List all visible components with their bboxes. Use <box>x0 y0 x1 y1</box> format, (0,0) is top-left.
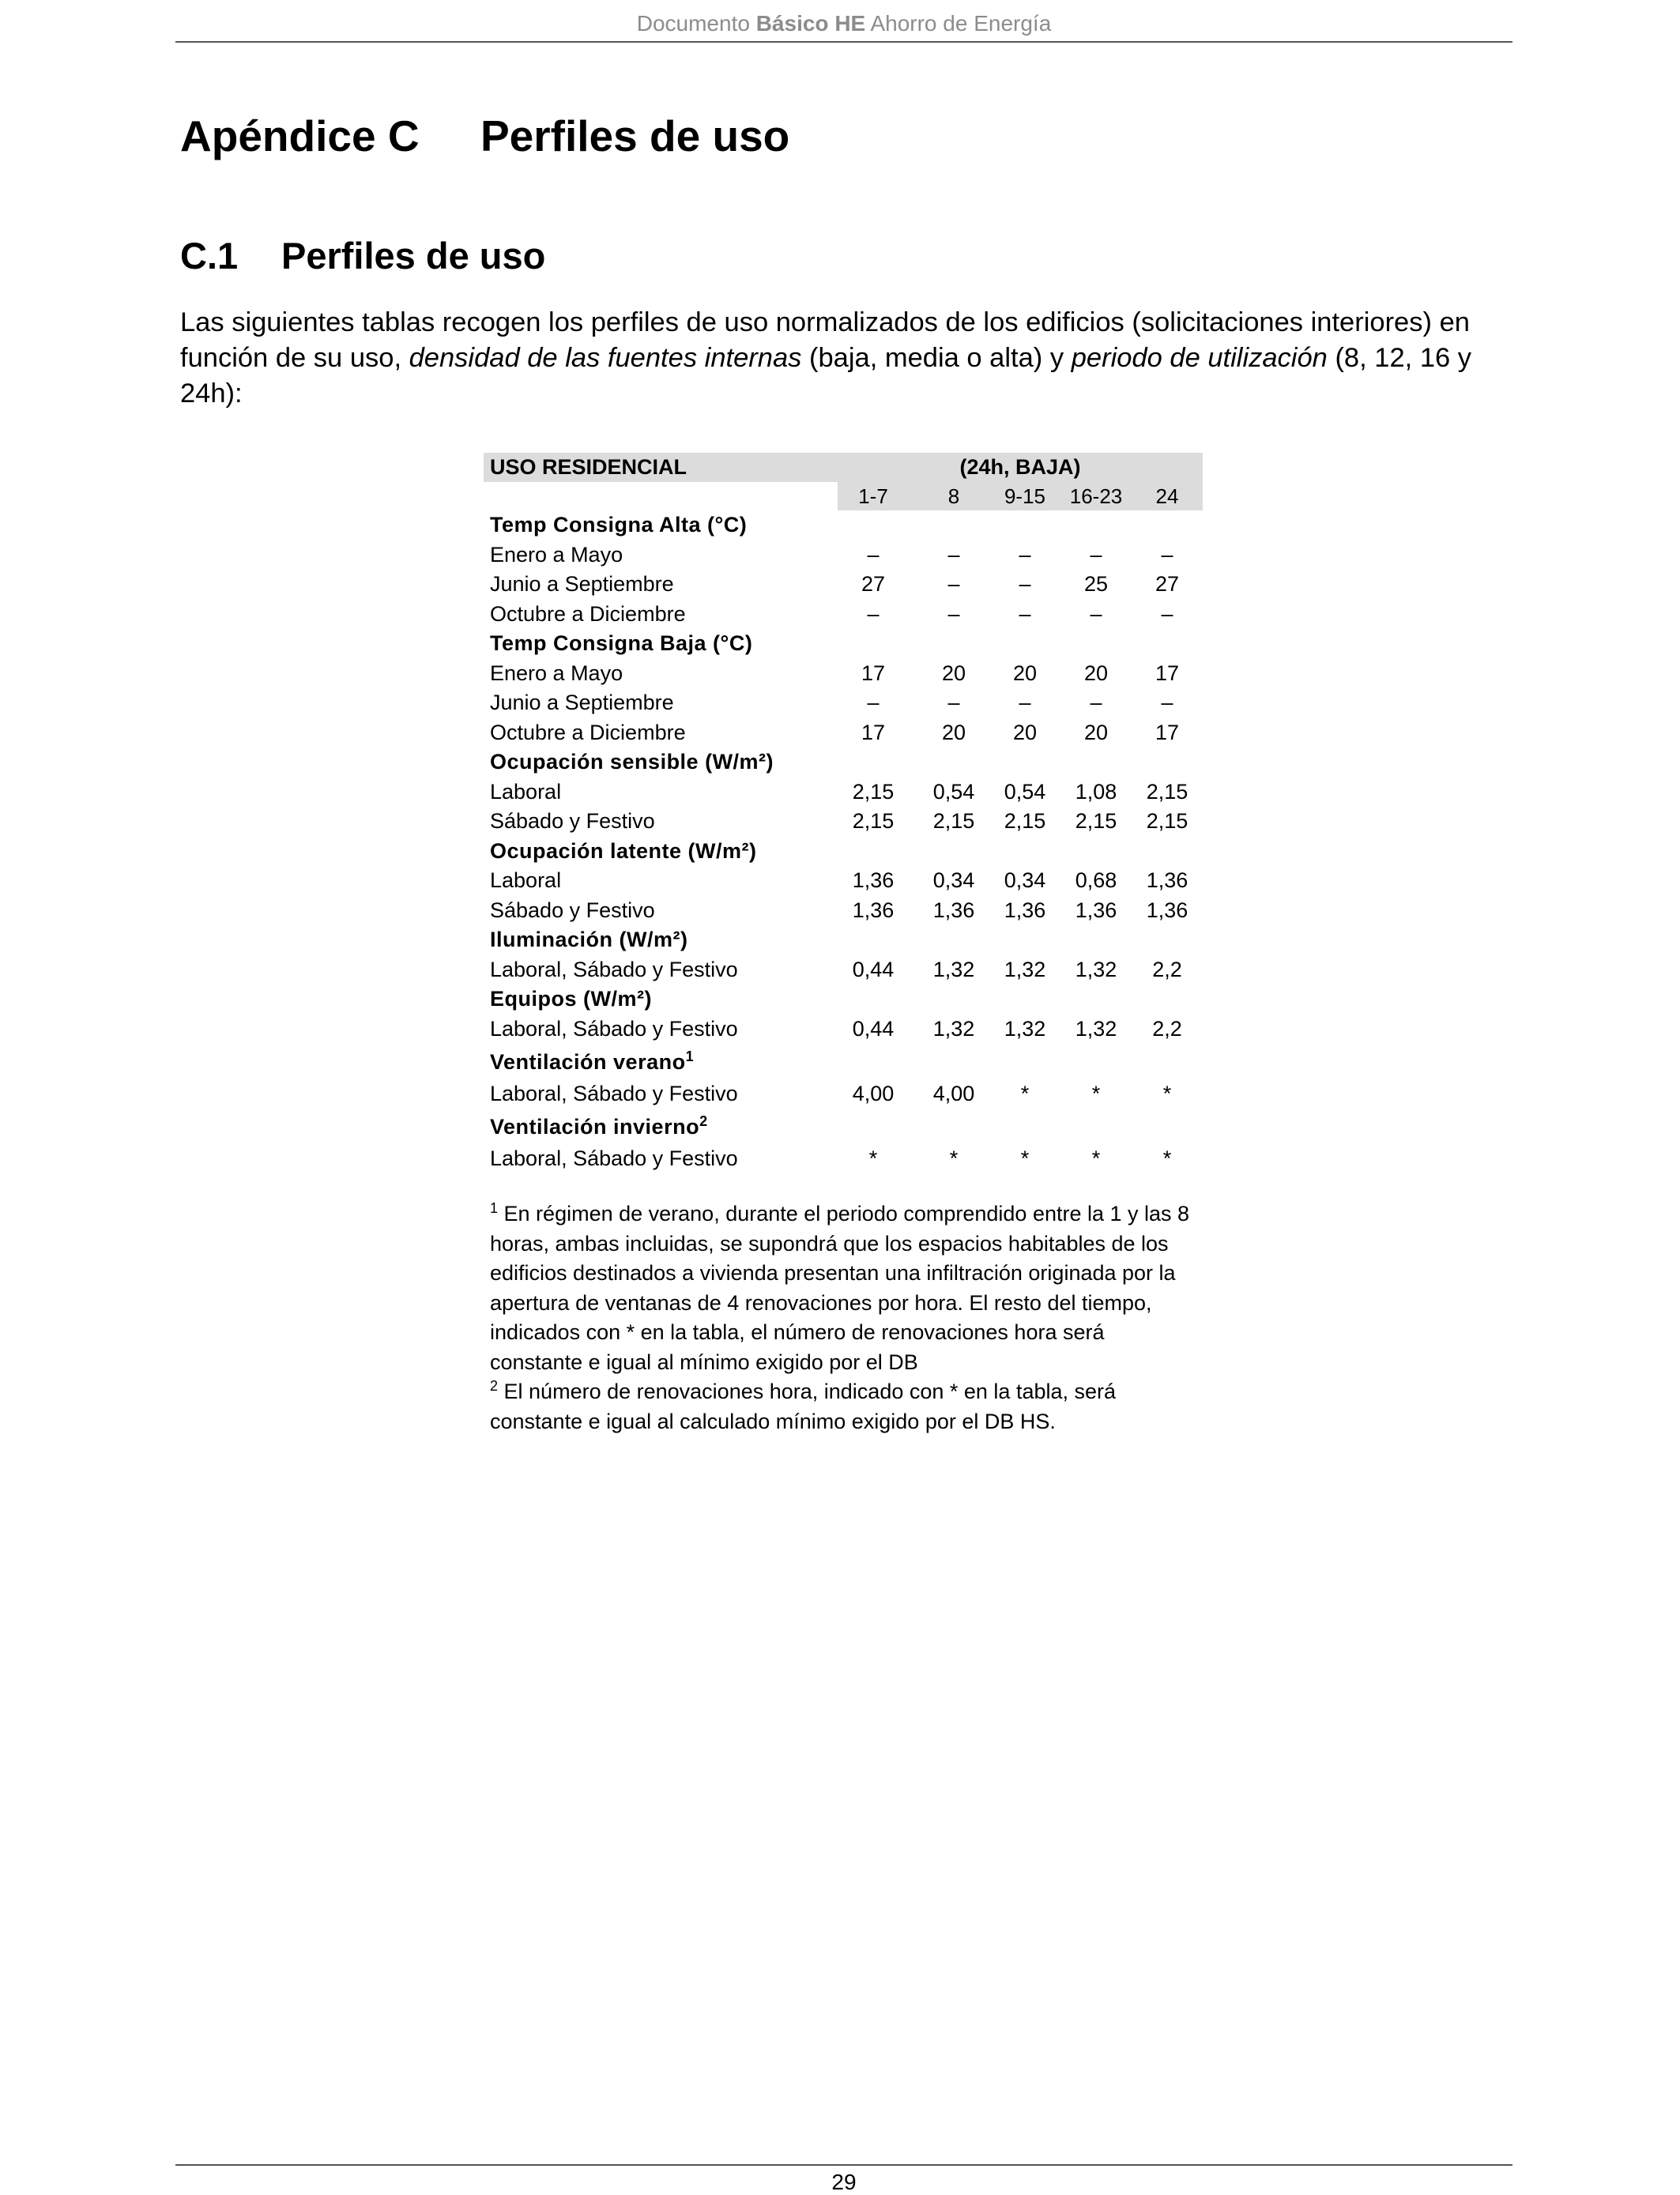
table-row <box>484 1144 1203 1173</box>
row-label-text: Temp Consigna Alta (°C) <box>490 513 748 537</box>
table-cell: 1,32 <box>1075 1016 1117 1041</box>
table-cell: 20 <box>1083 661 1109 685</box>
table-cell: – <box>1090 601 1102 626</box>
table-cell: 1,32 <box>1004 957 1046 981</box>
footnote-text: El número de renovaciones hora, indicado con * en la tabla, será constante e igual al calculado mínimo exigido por el DB HS. <box>490 1380 1117 1433</box>
row-label <box>490 1017 738 1041</box>
table-cell: 17 <box>861 661 886 685</box>
table-cell: 25 <box>1083 572 1109 596</box>
table-cell: 0,54 <box>932 779 975 804</box>
row-label <box>490 691 674 715</box>
table-cell: 0,34 <box>1004 868 1046 892</box>
table-row <box>484 540 1203 570</box>
section-label <box>490 750 774 774</box>
column-header: 24 <box>1155 484 1179 508</box>
table-cell: – <box>947 601 960 626</box>
table-row <box>484 866 1203 895</box>
header-word-he: HE <box>834 11 866 36</box>
intro-part-2: (baja, media o alta) y <box>801 343 1072 373</box>
table-cell: – <box>1161 601 1173 626</box>
section-title <box>180 234 546 277</box>
table-cell: 0,34 <box>932 868 975 892</box>
column-header: 1-7 <box>858 484 888 508</box>
table-cell: * <box>1162 1081 1172 1105</box>
table-row <box>484 777 1203 807</box>
table-cell: * <box>868 1146 878 1170</box>
row-label-text: Laboral, Sábado y Festivo <box>490 1146 738 1170</box>
table-row <box>484 718 1203 747</box>
row-label-text: Sábado y Festivo <box>490 809 655 833</box>
table-cell: 20 <box>1083 720 1109 744</box>
section-label <box>490 513 747 537</box>
section-number: C.1 <box>180 235 239 277</box>
column-header: 8 <box>947 484 960 508</box>
table-row <box>484 688 1203 717</box>
intro-part-3: (8, 12, 16 y 24h): <box>180 343 1472 409</box>
table-cell: 0,44 <box>852 1016 895 1041</box>
footnote-reference: 2 <box>699 1113 708 1129</box>
table-row <box>484 807 1203 836</box>
intro-part-1: Las siguientes tablas recogen los perfiles de uso normalizados de los edificios (solicitaciones interiores) en función de su uso, <box>180 307 1470 373</box>
footnotes <box>490 1199 1201 1436</box>
section-label <box>490 1050 694 1075</box>
footer-rule <box>175 2164 1512 2166</box>
table-cell: 1,36 <box>852 898 895 922</box>
table-cell: 2,15 <box>1004 809 1046 833</box>
table-section-row <box>484 925 1203 954</box>
intro-italic-2: periodo de utilización <box>1071 343 1328 373</box>
table-cell: – <box>947 572 960 596</box>
row-label-text: Junio a Septiembre <box>490 572 674 596</box>
table-cell: 2,2 <box>1152 1016 1182 1041</box>
section-label <box>490 987 652 1011</box>
row-label-text: Octubre a Diciembre <box>490 601 686 626</box>
table-header-row <box>484 453 1203 482</box>
table-cell: * <box>1162 1146 1172 1170</box>
table-cell: 2,15 <box>1075 809 1117 833</box>
row-label-text: Laboral, Sábado y Festivo <box>490 957 738 981</box>
row-label <box>490 898 655 923</box>
table-cell: 2,15 <box>1146 809 1188 833</box>
table-cell: * <box>1091 1081 1101 1105</box>
row-label <box>490 661 623 686</box>
table-cell: 20 <box>1012 661 1038 685</box>
row-label-text: Laboral, Sábado y Festivo <box>490 1016 738 1041</box>
table-row <box>484 1079 1203 1109</box>
header-word-basico: Básico <box>755 11 829 36</box>
row-label-text: Temp Consigna Baja (°C) <box>490 631 753 655</box>
row-label-text: Laboral, Sábado y Festivo <box>490 1081 738 1105</box>
section-label <box>490 631 752 656</box>
table-group-header: (24h, BAJA) <box>959 455 1081 479</box>
appendix-title-text: Perfiles de uso <box>480 111 790 160</box>
table-cell: 1,32 <box>1075 957 1117 981</box>
row-label-text: Ocupación latente (W/m²) <box>490 838 757 863</box>
row-label-text: Junio a Septiembre <box>490 691 674 714</box>
table-section-row <box>484 985 1203 1014</box>
table-cell: – <box>867 542 880 567</box>
row-label <box>490 1082 738 1106</box>
running-header <box>175 11 1512 36</box>
table-cell: 0,54 <box>1004 779 1046 804</box>
table-cell: – <box>1161 542 1173 567</box>
row-label-text: Laboral <box>490 779 562 804</box>
table-cell: 20 <box>941 720 966 744</box>
table-section-row <box>484 747 1203 777</box>
intro-paragraph <box>180 305 1516 412</box>
table-cell: * <box>1091 1146 1101 1170</box>
row-label-text: Laboral <box>490 868 562 892</box>
table-cell: * <box>1020 1081 1030 1105</box>
table-cell: 1,36 <box>1004 898 1046 922</box>
row-label-text: Ventilación invierno <box>490 1115 700 1139</box>
table-cell: 2,15 <box>852 779 895 804</box>
appendix-title <box>180 111 790 161</box>
table-cell: 2,15 <box>852 809 895 833</box>
row-label-text: Iluminación (W/m²) <box>490 928 688 951</box>
table-cell: 2,15 <box>1146 779 1188 804</box>
table-title: USO RESIDENCIAL <box>490 455 687 479</box>
table-row <box>484 600 1203 629</box>
table-cell: 17 <box>861 720 886 744</box>
column-header-row <box>838 482 1203 510</box>
table-cell: 27 <box>1155 572 1180 596</box>
table-cell: – <box>947 691 960 714</box>
table-row <box>484 570 1203 599</box>
row-label <box>490 1146 738 1171</box>
row-label <box>490 868 561 893</box>
row-label <box>490 958 738 982</box>
table-section-row <box>484 1113 1203 1142</box>
table-cell: 4,00 <box>932 1081 975 1105</box>
header-rule <box>175 41 1512 43</box>
table-cell: – <box>1019 542 1031 567</box>
header-word-documento: Documento <box>636 11 750 36</box>
table-cell: – <box>1161 691 1173 714</box>
table-cell: 2,15 <box>932 809 975 833</box>
table-row <box>484 1015 1203 1044</box>
table-cell: – <box>1019 572 1031 596</box>
column-header: 16-23 <box>1069 484 1123 508</box>
row-label-text: Enero a Mayo <box>490 661 623 685</box>
table-cell: – <box>1019 601 1031 626</box>
table-cell: 1,36 <box>852 868 895 892</box>
table-cell: 0,68 <box>1075 868 1117 892</box>
footnote-mark: 1 <box>490 1200 499 1216</box>
table-cell: 1,36 <box>1146 898 1188 922</box>
table-cell: 27 <box>861 572 886 596</box>
table-cell: 4,00 <box>852 1081 895 1105</box>
row-label <box>490 572 674 597</box>
row-label-text: Ventilación verano <box>490 1050 686 1074</box>
header-word-ahorro: Ahorro de Energía <box>870 11 1052 36</box>
section-title-text: Perfiles de uso <box>281 235 546 277</box>
table-cell: – <box>867 691 880 714</box>
table-cell: * <box>949 1146 959 1170</box>
row-label <box>490 543 623 567</box>
table-row <box>484 955 1203 985</box>
table-cell: 1,32 <box>932 957 975 981</box>
section-label <box>490 928 687 952</box>
table-cell: 0,44 <box>852 957 895 981</box>
table-cell: – <box>867 601 880 626</box>
row-label <box>490 809 655 834</box>
table-cell: – <box>947 542 960 567</box>
section-label <box>490 839 757 864</box>
table-cell: 1,08 <box>1075 779 1117 804</box>
table-cell: 1,36 <box>1146 868 1188 892</box>
row-label-text: Ocupación sensible (W/m²) <box>490 750 774 774</box>
table-cell: 17 <box>1155 661 1180 685</box>
column-header: 9-15 <box>1004 484 1046 508</box>
table-cell: 20 <box>1012 720 1038 744</box>
table-cell: 1,36 <box>1075 898 1117 922</box>
footnote-text: En régimen de verano, durante el periodo comprendido entre la 1 y las 8 horas, ambas incluidas, se supondrá que los espacios habitables de los edificios destinados a vivienda presentan una infiltración originada por la apertura de ventanas de 4 renovaciones por hora. El resto del tiempo, indicados con * en la tabla, el número de renovaciones hora será constante e igual al mínimo exigido por el DB <box>490 1202 1190 1374</box>
row-label-text: Enero a Mayo <box>490 542 623 567</box>
row-label-text: Equipos (W/m²) <box>490 987 652 1011</box>
table-section-row <box>484 1048 1203 1077</box>
intro-italic-1: densidad de las fuentes internas <box>409 343 802 373</box>
row-label <box>490 780 561 804</box>
footnote <box>490 1199 1201 1377</box>
row-label <box>490 721 686 745</box>
table-cell: * <box>1020 1146 1030 1170</box>
table-section-row <box>484 837 1203 866</box>
table-cell: 1,32 <box>932 1016 975 1041</box>
table-cell: – <box>1019 691 1031 714</box>
table-cell: 1,32 <box>1004 1016 1046 1041</box>
table-row <box>484 659 1203 688</box>
table-row <box>484 896 1203 925</box>
footnote-mark: 2 <box>490 1378 499 1394</box>
table-section-row <box>484 629 1203 658</box>
table-cell: 1,36 <box>932 898 975 922</box>
row-label <box>490 602 686 627</box>
footnote <box>490 1377 1201 1436</box>
table-cell: 2,2 <box>1152 957 1182 981</box>
row-label-text: Sábado y Festivo <box>490 898 655 922</box>
appendix-number: Apéndice C <box>180 111 420 160</box>
table-section-row <box>484 510 1203 540</box>
table-cell: 17 <box>1155 720 1180 744</box>
table-cell: – <box>1090 691 1102 714</box>
footnote-reference: 1 <box>685 1049 695 1064</box>
section-label <box>490 1115 708 1139</box>
table-cell: 20 <box>941 661 966 685</box>
row-label-text: Octubre a Diciembre <box>490 720 686 744</box>
page-number: 29 <box>831 2170 857 2194</box>
table-cell: – <box>1090 542 1102 567</box>
